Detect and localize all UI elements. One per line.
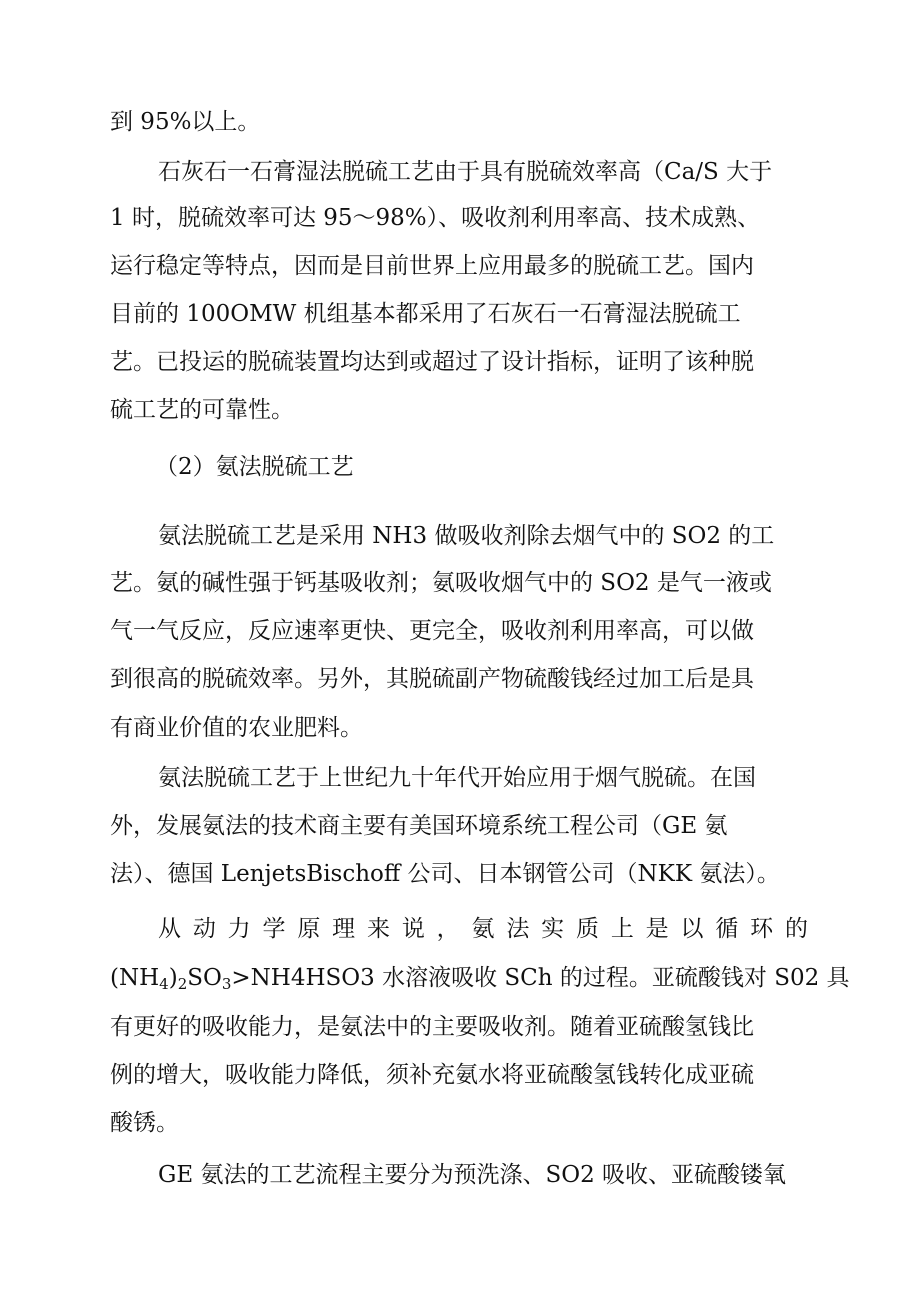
text-line-1: 到 95%以上。 xyxy=(110,109,261,135)
section-heading: （2）氨法脱硫工艺 xyxy=(155,454,354,480)
formula-line: $(NH_4)_2SO_3>NH4HSO3$ 水溶液吸收 SCh 的过程。亚硫酸钱对 S02 具 xyxy=(110,965,850,993)
text-line-22: GE 氨法的工艺流程主要分为预洗涤、SO2 吸收、亚硫酸镂氧 xyxy=(158,1162,787,1188)
text-line-9: 氨法脱硫工艺是采用 NH3 做吸收剂除去烟气中的 SO2 的工 xyxy=(158,523,775,549)
text-line-13: 有商业价值的农业肥料。 xyxy=(110,715,363,741)
text-line-5: 目前的 100OMW 机组基本都采用了石灰石一石膏湿法脱硫工 xyxy=(110,301,741,327)
text-line-16: 法）、德国 LenjetsBischoff 公司、日本钢管公司（NKK 氨法）。 xyxy=(110,861,780,887)
text-line-6: 艺。已投运的脱硫装置均达到或超过了设计指标，证明了该种脱 xyxy=(110,349,754,375)
text-line-3: 1 时，脱硫效率可达 95～98%）、吸收剂利用率高、技术成熟、 xyxy=(110,205,761,231)
text-line-7: 硫工艺的可靠性。 xyxy=(110,397,294,423)
text-line-12: 到很高的脱硫效率。另外，其脱硫副产物硫酸钱经过加工后是具 xyxy=(110,666,754,692)
text-line-11: 气一气反应，反应速率更快、更完全，吸收剂利用率高，可以做 xyxy=(110,618,754,644)
text-line-21: 酸锈。 xyxy=(110,1110,179,1136)
text-line-4: 运行稳定等特点，因而是目前世界上应用最多的脱硫工艺。国内 xyxy=(110,253,754,279)
text-line-20: 例的增大，吸收能力降低，须补充氨水将亚硫酸氢钱转化成亚硫 xyxy=(110,1062,754,1088)
text-line-10: 艺。氨的碱性强于钙基吸收剂；氨吸收烟气中的 SO2 是气一液或 xyxy=(110,570,772,596)
text-line-2: 石灰石一石膏湿法脱硫工艺由于具有脱硫效率高（Ca/S 大于 xyxy=(158,159,773,185)
text-line-15: 外，发展氨法的技术商主要有美国环境系统工程公司（GE 氨 xyxy=(110,813,728,839)
text-line-17: 从动力学原理来说，氨法实质上是以循环的 xyxy=(158,916,808,942)
text-line-19: 有更好的吸收能力，是氨法中的主要吸收剂。随着亚硫酸氢钱比 xyxy=(110,1014,754,1040)
text-line-14: 氨法脱硫工艺于上世纪九十年代开始应用于烟气脱硫。在国 xyxy=(158,765,756,791)
